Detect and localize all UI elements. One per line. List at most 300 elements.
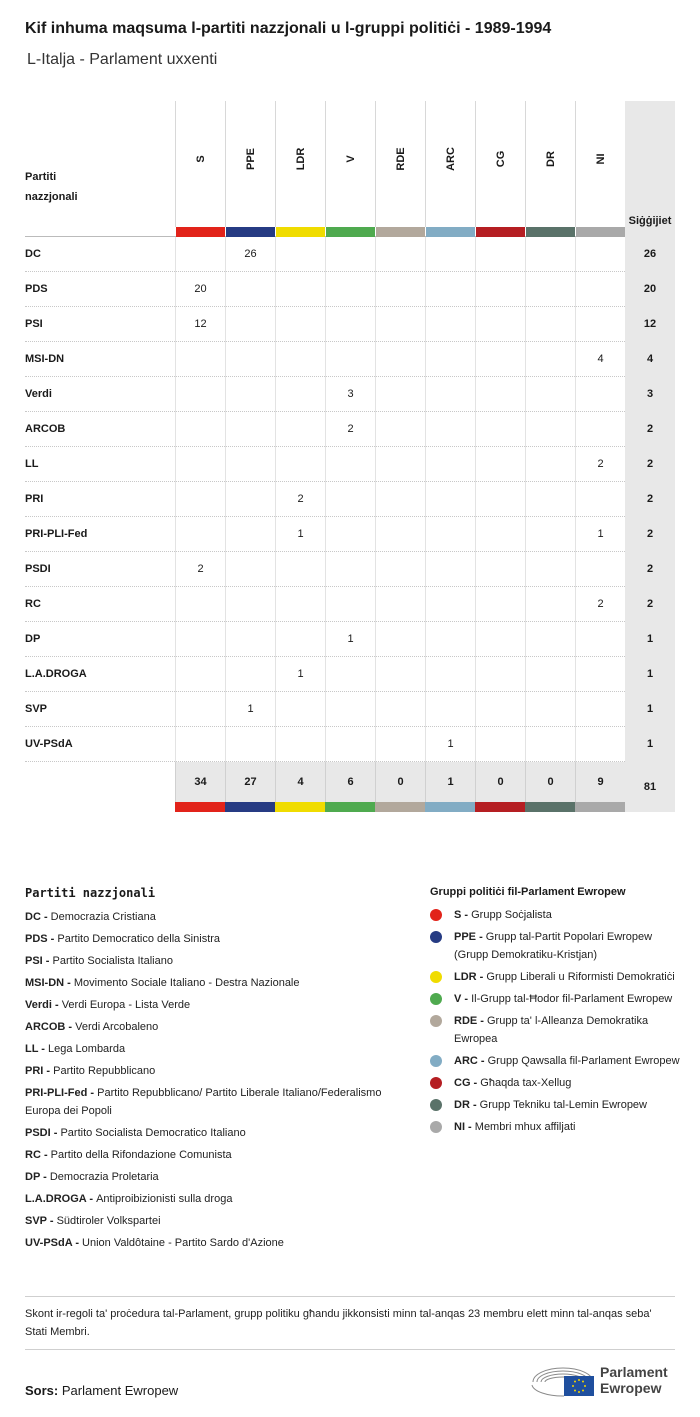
seat-cell [475,517,525,552]
group-legend-item [430,1074,680,1092]
seat-cell [375,727,425,762]
party-legend-item [25,974,405,992]
party-name: PRI [25,493,44,505]
party-name: Verdi [25,388,52,400]
party-code: MSI-DN - [25,977,74,989]
column-total: 34 [175,762,225,802]
seat-cell [375,412,425,447]
seat-cell [275,727,325,762]
party-legend-item [25,1040,405,1058]
column-header-v [325,101,375,227]
party-legend-item [25,1168,405,1186]
seat-cell [575,307,625,342]
seats-column-header [625,101,675,237]
column-total: 4 [275,762,325,802]
seat-cell [475,552,525,587]
group-color-dot [430,1077,442,1089]
column-label: ARC [444,147,457,171]
seat-cell [225,482,275,517]
seat-cell: 1 [575,517,625,552]
seats-table [25,101,675,812]
seat-cell [275,272,325,307]
seat-cell [425,587,475,622]
grand-total: 81 [625,762,675,812]
seat-cell [425,272,475,307]
seat-cell [175,377,225,412]
seat-cell [525,622,575,657]
row-total: 20 [625,272,675,307]
seat-cell [525,727,575,762]
group-code: PPE - [454,931,486,943]
seat-cell [375,307,425,342]
logo-line-1: Parlament [600,1364,668,1380]
seat-cell [525,587,575,622]
party-name: PRI-PLI-Fed [25,528,88,540]
group-color-bar [225,802,275,812]
group-full-name: Il-Grupp tal-Ħodor fil-Parlament Ewropew [471,993,673,1005]
party-legend-item [25,1084,405,1120]
group-full-name: Membri mhux affiljati [474,1121,576,1133]
party-legend-title: Partiti nazzjonali [25,886,156,900]
row-total: 2 [625,482,675,517]
group-code: V - [454,993,472,1005]
seat-cell [225,272,275,307]
seat-cell [225,517,275,552]
column-total: 27 [225,762,275,802]
column-header-ni [575,101,625,227]
row-total: 2 [625,587,675,622]
group-code: NI - [454,1121,475,1133]
table-row [25,237,675,272]
group-color-bar [476,227,525,237]
seat-cell [175,587,225,622]
seat-cell [525,237,575,272]
seat-cell [325,552,375,587]
seat-cell [525,307,575,342]
party-code: PSDI - [25,1127,61,1139]
party-full-name: Partito Socialista Italiano [52,955,173,967]
seat-cell [225,342,275,377]
seat-cell [525,657,575,692]
party-full-name: Lega Lombarda [48,1043,126,1055]
hemicycle-icon [530,1358,596,1398]
seat-cell [325,307,375,342]
table-row [25,692,675,727]
seat-cell [575,552,625,587]
seat-cell [425,657,475,692]
seat-cell: 2 [325,412,375,447]
seat-cell [475,447,525,482]
seat-cell [225,552,275,587]
group-color-bar [176,227,225,237]
party-code: L.A.DROGA - [25,1193,97,1205]
row-total: 1 [625,692,675,727]
group-color-bar [325,802,375,812]
seat-cell [375,237,425,272]
column-total: 1 [425,762,475,802]
seat-cell [425,482,475,517]
seat-cell: 4 [575,342,625,377]
party-legend-item [25,952,405,970]
seat-cell [175,412,225,447]
seat-cell: 3 [325,377,375,412]
table-row [25,482,675,517]
party-name: ARCOB [25,423,66,435]
seat-cell [475,657,525,692]
seat-cell: 2 [575,447,625,482]
seat-cell: 2 [575,587,625,622]
group-color-bar [376,227,425,237]
seat-cell [275,307,325,342]
seat-cell [575,727,625,762]
party-legend [25,886,405,1256]
party-code: ARCOB - [25,1021,76,1033]
group-color-dot [430,1015,442,1027]
group-color-bar [275,802,325,812]
seat-cell [275,587,325,622]
party-full-name: Südtiroler Volkspartei [56,1215,161,1227]
seat-cell [175,447,225,482]
seat-cell [225,657,275,692]
logo-line-2: Ewropew [600,1380,662,1396]
party-full-name: Antiproibizionisti sulla droga [96,1193,233,1205]
source-text: Parlament Ewropew [61,1383,179,1398]
party-legend-item [25,1190,405,1208]
group-color-bar [525,802,575,812]
column-header-ppe [225,101,275,227]
group-color-bar [526,227,575,237]
table-body [25,237,675,762]
group-color-bar [226,227,275,237]
table-row [25,447,675,482]
group-code: LDR - [454,971,487,983]
column-header-rde [375,101,425,227]
group-legend-item [430,1096,680,1114]
column-label: DR [544,151,557,167]
column-header-s [175,101,225,227]
party-full-name: Partito della Rifondazione Comunista [50,1149,232,1161]
group-legend-item [430,1118,680,1136]
seat-cell [175,482,225,517]
seat-cell [375,377,425,412]
seat-cell [425,307,475,342]
party-name: L.A.DROGA [25,668,87,680]
seat-cell [475,727,525,762]
seat-cell [175,692,225,727]
group-code: CG - [454,1077,481,1089]
seat-cell [225,412,275,447]
group-color-bar [575,802,625,812]
page-subtitle: L-Italja - Parlament uxxenti [27,51,218,68]
seat-cell [275,447,325,482]
group-legend [430,886,680,1140]
seat-cell [325,517,375,552]
column-label: NI [594,153,607,165]
seat-cell [275,692,325,727]
divider [25,1349,675,1350]
seat-cell [475,272,525,307]
seat-cell [575,412,625,447]
seat-cell [325,692,375,727]
row-total: 3 [625,377,675,412]
party-code: DC - [25,911,51,923]
party-code: Verdi - [25,999,62,1011]
row-total: 2 [625,412,675,447]
seat-cell [225,307,275,342]
seat-cell [425,237,475,272]
party-legend-item [25,1234,405,1252]
seat-cell [375,447,425,482]
seat-cell [525,342,575,377]
column-label: LDR [294,147,307,171]
seat-cell [475,342,525,377]
group-legend-item [430,906,680,924]
party-legend-item [25,1146,405,1164]
seat-cell: 1 [425,727,475,762]
group-code: ARC - [454,1055,488,1067]
party-code: PRI-PLI-Fed - [25,1087,98,1099]
seat-cell [375,587,425,622]
seat-cell [325,447,375,482]
party-column-header: Partiti nazzjonali [25,171,78,203]
column-total: 0 [375,762,425,802]
seat-cell [475,692,525,727]
column-label: PPE [244,147,257,171]
seat-cell: 2 [175,552,225,587]
group-full-name: Grupp Soċjalista [471,909,552,921]
seat-cell [525,517,575,552]
table-header [25,101,675,237]
group-color-dot [430,971,442,983]
party-full-name: Verdi Europa - Lista Verde [61,999,191,1011]
seats-column-label: Siġġijiet [628,215,672,227]
seat-cell [575,622,625,657]
seat-cell: 26 [225,237,275,272]
column-total: 0 [525,762,575,802]
party-legend-item [25,930,405,948]
seat-cell [525,272,575,307]
seat-cell [375,657,425,692]
seat-cell [175,657,225,692]
group-full-name: Grupp Liberali u Riformisti Demokratiċi [486,971,675,983]
group-legend-title: Gruppi politiċi fil-Parlament Ewropew [430,886,626,898]
table-row [25,342,675,377]
seat-cell [325,727,375,762]
seat-cell: 2 [275,482,325,517]
table-row [25,517,675,552]
seat-cell [475,482,525,517]
group-legend-item [430,1012,680,1048]
seat-cell [425,552,475,587]
column-label: CG [494,150,507,168]
party-code: PDS - [25,933,58,945]
table-row [25,377,675,412]
group-legend-item [430,968,680,986]
column-label: V [344,155,357,163]
row-total: 12 [625,307,675,342]
row-total: 4 [625,342,675,377]
seat-cell [425,377,475,412]
group-color-bar [425,802,475,812]
group-color-bar [375,802,425,812]
seat-cell [375,622,425,657]
seat-cell [425,447,475,482]
party-code: UV-PSdA - [25,1237,83,1249]
seat-cell [275,237,325,272]
group-full-name: Għaqda tax-Xellug [480,1077,572,1089]
seat-cell [225,587,275,622]
party-name: RC [25,598,41,610]
row-total: 1 [625,727,675,762]
seat-cell [575,377,625,412]
party-code: PRI - [25,1065,54,1077]
seat-cell [525,552,575,587]
party-name: PSI [25,318,43,330]
group-color-bar [276,227,325,237]
party-name: LL [25,458,39,470]
footnote: Skont ir-regoli ta' proċedura tal-Parlament, grupp politiku għandu jikkonsisti minn tal-anqas 23 membru elett minn tal-anqas seba' Stati Membri. [25,1308,652,1338]
divider [25,1296,675,1297]
party-full-name: Verdi Arcobaleno [75,1021,159,1033]
row-total: 2 [625,447,675,482]
group-full-name: Grupp ta' l-Alleanza Demokratika Ewropea [454,1015,649,1045]
seat-cell [575,237,625,272]
seat-cell [225,727,275,762]
seat-cell [325,237,375,272]
party-legend-item [25,1212,405,1230]
seat-cell [375,272,425,307]
group-full-name: Grupp Tekniku tal-Lemin Ewropew [479,1099,647,1111]
seat-cell [575,657,625,692]
party-name: SVP [25,703,48,715]
table-row [25,587,675,622]
column-total: 6 [325,762,375,802]
row-total: 1 [625,657,675,692]
table-row [25,307,675,342]
group-legend-item [430,928,680,964]
party-full-name: Partito Repubblicano/ Partito Liberale Italiano/Federalismo Europa dei Popoli [25,1087,382,1117]
party-name: PSDI [25,563,51,575]
seat-cell: 1 [225,692,275,727]
seat-cell [375,692,425,727]
group-full-name: Grupp Qawsalla fil-Parlament Ewropew [487,1055,680,1067]
column-label: RDE [394,147,407,171]
party-full-name: Movimento Sociale Italiano - Destra Nazionale [73,977,300,989]
seat-cell [475,377,525,412]
party-name: DC [25,248,41,260]
seat-cell [575,482,625,517]
seat-cell [325,482,375,517]
seat-cell [225,622,275,657]
group-color-dot [430,993,442,1005]
party-legend-item [25,908,405,926]
seat-cell [275,622,325,657]
page-title: Kif inhuma maqsuma l-partiti nazzjonali u l-gruppi politiċi - 1989-1994 [25,20,552,37]
group-color-dot [430,1121,442,1133]
seat-cell [525,692,575,727]
seat-cell [475,412,525,447]
seat-cell [425,622,475,657]
group-color-dot [430,1099,442,1111]
totals-row [25,762,675,812]
row-total: 2 [625,517,675,552]
seat-cell [175,517,225,552]
party-legend-item [25,1062,405,1080]
seat-cell [475,307,525,342]
seat-cell [325,272,375,307]
group-color-bar [475,802,525,812]
group-color-dot [430,909,442,921]
seat-cell [175,342,225,377]
party-code: SVP - [25,1215,57,1227]
seat-cell [525,377,575,412]
seat-cell [425,412,475,447]
party-full-name: Partito Democratico della Sinistra [57,933,221,945]
seat-cell [375,482,425,517]
seat-cell [575,272,625,307]
seat-cell [525,412,575,447]
seat-cell: 1 [275,657,325,692]
seat-cell [425,342,475,377]
group-legend-item [430,1052,680,1070]
seat-cell [425,517,475,552]
party-name: UV-PSdA [25,738,73,750]
row-total: 1 [625,622,675,657]
party-code: DP - [25,1171,50,1183]
table-row [25,657,675,692]
table-row [25,552,675,587]
logo-text [600,1364,668,1396]
ep-logo [530,1358,680,1398]
column-total: 0 [475,762,525,802]
party-legend-item [25,1018,405,1036]
column-header-cg [475,101,525,227]
seat-cell [275,412,325,447]
seat-cell [375,342,425,377]
seat-cell: 1 [275,517,325,552]
party-name: PDS [25,283,48,295]
group-color-bar [426,227,475,237]
party-full-name: Democrazia Proletaria [49,1171,159,1183]
seat-cell [175,727,225,762]
seat-cell [475,237,525,272]
seat-cell [525,482,575,517]
party-name: MSI-DN [25,353,65,365]
table-row [25,412,675,447]
group-color-bar [175,802,225,812]
group-legend-item [430,990,680,1008]
group-color-dot [430,1055,442,1067]
row-total: 26 [625,237,675,272]
seat-cell [475,622,525,657]
seat-cell [325,342,375,377]
party-code: LL - [25,1043,49,1055]
party-code: PSI - [25,955,53,967]
seat-cell [375,517,425,552]
source [25,1383,178,1398]
party-code: RC - [25,1149,51,1161]
group-color-dot [430,931,442,943]
seat-cell [375,552,425,587]
table-row [25,727,675,762]
column-header-ldr [275,101,325,227]
column-header-arc [425,101,475,227]
seat-cell [175,237,225,272]
seat-cell: 12 [175,307,225,342]
group-color-bar [576,227,625,237]
group-code: RDE - [454,1015,487,1027]
seat-cell [325,587,375,622]
